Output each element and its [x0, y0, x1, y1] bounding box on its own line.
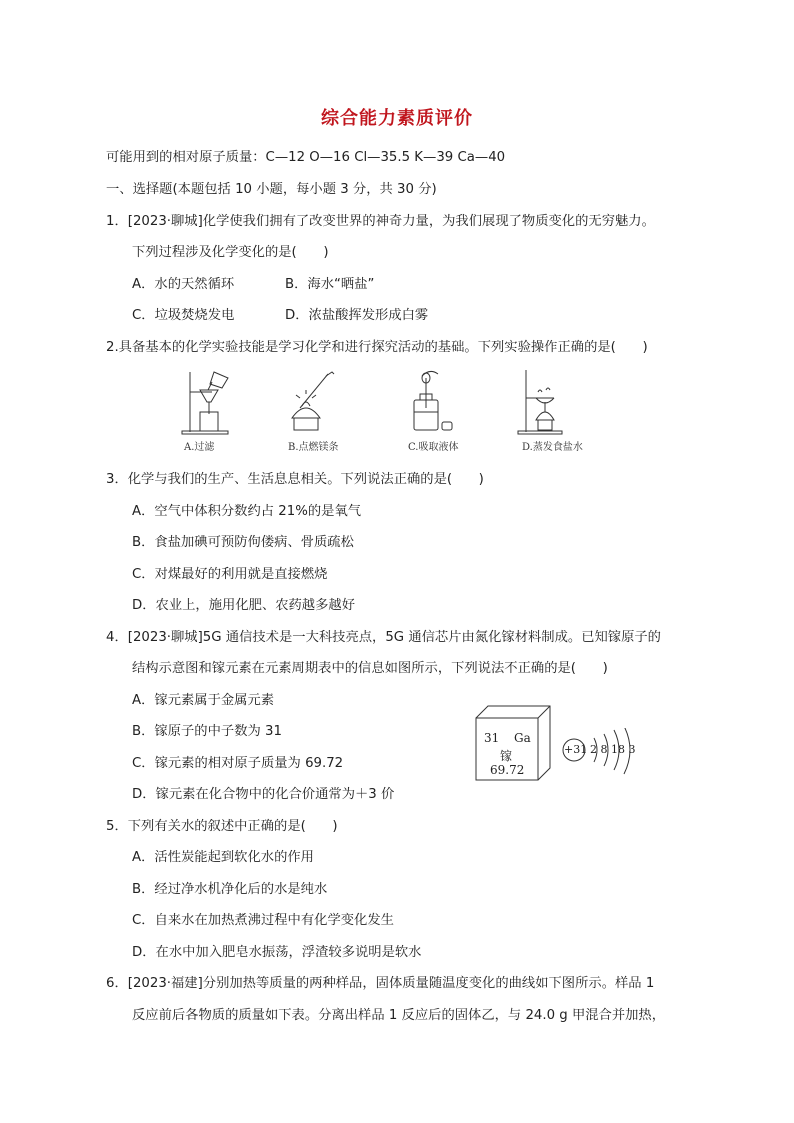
atomic-masses: 可能用到的相对原子质量：C—12 O—16 Cl—35.5 K—39 Ca—40 [106, 150, 506, 165]
filtration-drawing [178, 368, 288, 438]
question-3-option-a: A．空气中体积分数约占 21%的是氧气 [132, 504, 362, 519]
figure-burning-magnesium [280, 368, 390, 456]
nucleus-charge: +31 [564, 743, 588, 756]
question-1-stem: 1．[2023·聊城]化学使我们拥有了改变世界的神奇力量，为我们展现了物质变化的无穷魅力。 [106, 214, 655, 229]
question-5-stem: 5．下列有关水的叙述中正确的是( ) [106, 819, 338, 834]
question-1-option-b: B．海水“晒盐” [285, 277, 375, 292]
question-1-option-c: C．垃圾焚烧发电 [132, 308, 235, 323]
question-1-option-a: A．水的天然循环 [132, 277, 235, 292]
atom-structure-diagram [560, 728, 650, 788]
electron-shells: 2 8 18 3 [590, 743, 636, 756]
periodic-table-cell [470, 700, 554, 784]
question-6-stem: 6．[2023·福建]分别加热等质量的两种样品，固体质量随温度变化的曲线如下图所示。样品 1 [106, 976, 655, 991]
dropper-drawing [400, 368, 510, 438]
figure-drawing-liquid [400, 368, 510, 456]
experiment-figures [160, 368, 620, 456]
element-mass: 69.72 [490, 763, 525, 777]
question-5-option-c: C．自来水在加热煮沸过程中有化学变化发生 [132, 913, 394, 928]
question-4-stem: 4．[2023·聊城]5G 通信技术是一大科技亮点，5G 通信芯片由氮化镓材料制成。已知镓原子的 [106, 630, 661, 645]
caption-b: B.点燃镁条 [288, 442, 339, 453]
question-6-stem-cont: 反应前后各物质的质量如下表。分离出样品 1 反应后的固体乙，与 24.0 g 甲混合并加热， [132, 1008, 666, 1023]
caption-d: D.蒸发食盐水 [522, 442, 583, 453]
caption-a: A.过滤 [184, 442, 215, 453]
question-4-option-c: C．镓元素的相对原子质量为 69.72 [132, 756, 344, 771]
question-3-option-c: C．对煤最好的利用就是直接燃烧 [132, 567, 328, 582]
figure-evaporation [514, 368, 624, 456]
page-title: 综合能力素质评价 [321, 108, 473, 129]
question-3-option-d: D．农业上，施用化肥、农药越多越好 [132, 598, 355, 613]
question-2-stem: 2.具备基本的化学实验技能是学习化学和进行探究活动的基础。下列实验操作正确的是( ) [106, 340, 648, 355]
question-5-option-a: A．活性炭能起到软化水的作用 [132, 850, 314, 865]
element-name: 镓 [500, 749, 513, 763]
atom-shells [560, 728, 650, 788]
question-5-option-b: B．经过净水机净化后的水是纯水 [132, 882, 328, 897]
evaporation-drawing [514, 368, 624, 438]
section-heading: 一、选择题(本题包括 10 小题，每小题 3 分，共 30 分) [106, 182, 437, 197]
question-4-option-b: B．镓原子的中子数为 31 [132, 724, 282, 739]
caption-c: C.吸取液体 [408, 442, 459, 453]
question-3-option-b: B．食盐加碘可预防佝偻病、骨质疏松 [132, 535, 354, 550]
magnesium-drawing [280, 368, 390, 438]
question-1-stem-cont: 下列过程涉及化学变化的是( ) [132, 245, 329, 260]
element-symbol: Ga [514, 731, 531, 745]
figure-filtration [178, 368, 288, 456]
question-3-stem: 3．化学与我们的生产、生活息息相关。下列说法正确的是( ) [106, 472, 484, 487]
question-4-option-d: D．镓元素在化合物中的化合价通常为＋3 价 [132, 787, 395, 802]
question-4-stem-cont: 结构示意图和镓元素在元素周期表中的信息如图所示，下列说法不正确的是( ) [132, 661, 608, 676]
question-4-option-a: A．镓元素属于金属元素 [132, 693, 275, 708]
question-5-option-d: D．在水中加入肥皂水振荡，浮渣较多说明是软水 [132, 945, 422, 960]
element-number: 31 [484, 731, 500, 745]
question-1-option-d: D．浓盐酸挥发形成白雾 [285, 308, 429, 323]
